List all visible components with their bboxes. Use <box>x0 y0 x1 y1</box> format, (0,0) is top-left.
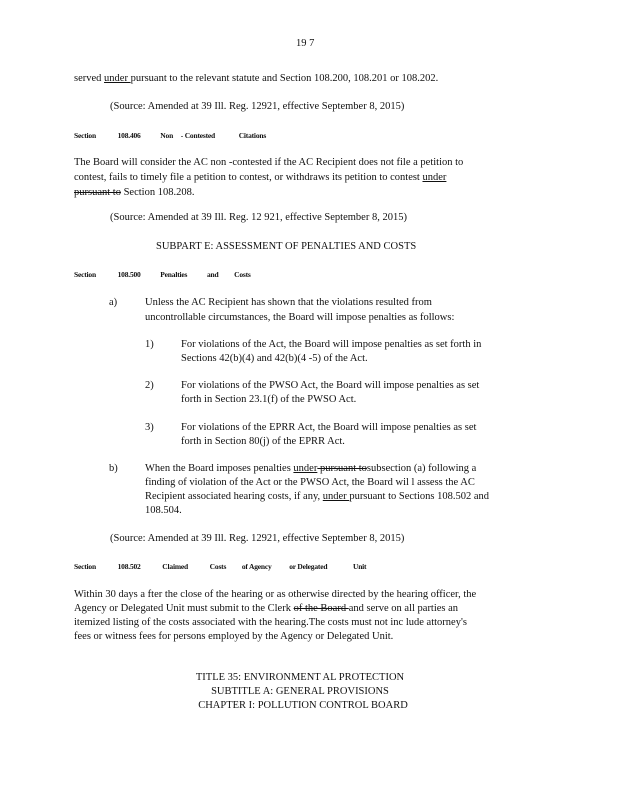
line: uncontrollable circumstances, the Board will impose penalties as follows: <box>145 312 455 323</box>
line: forth in Section 80(j) of the EPRR Act. <box>181 436 345 447</box>
source-note: (Source: Amended at 39 Ill. Reg. 12921, effective September 8, 2015) <box>110 101 405 112</box>
section-title: Claimed <box>162 562 188 571</box>
section-title: - Contested <box>180 131 215 140</box>
section-number: 108.500 <box>117 270 141 279</box>
section-title: Costs <box>209 562 227 571</box>
section-title: or Delegated <box>289 562 328 571</box>
section-heading-108-500 <box>74 270 251 280</box>
line <box>74 601 458 616</box>
line <box>74 185 194 200</box>
item-label: a) <box>109 297 118 308</box>
text: contest, fails to timely file a petition to contest, or withdraws its petition to contest <box>74 172 423 183</box>
deleted-text: of the Board <box>293 603 349 614</box>
inserted-text: under <box>104 73 131 84</box>
inserted-text: under <box>422 172 447 183</box>
line: fees or witness fees for persons employed by the Agency or Delegated Unit. <box>74 631 394 642</box>
section-title: Citations <box>238 131 267 140</box>
deleted-text: pursuant to <box>74 187 121 198</box>
line <box>145 461 476 476</box>
line: Sections 42(b)(4) and 42(b)(4 -5) of the Act. <box>181 353 368 364</box>
text: Section 108.208. <box>120 187 195 198</box>
text: When the Board imposes penalties <box>145 463 294 474</box>
deleted-text: pursuant to <box>317 463 367 474</box>
section-heading-108-406 <box>74 131 266 141</box>
section-title: Penalties <box>160 270 188 279</box>
line: 108.504. <box>145 505 182 516</box>
section-label: Section <box>74 270 96 279</box>
section-title: Non <box>160 131 174 140</box>
text: and serve on all parties an <box>348 603 459 614</box>
inserted-text: under <box>322 491 350 502</box>
line: For violations of the Act, the Board will impose penalties as set forth in <box>181 339 482 350</box>
page-number: 19 7 <box>296 38 315 49</box>
line: forth in Section 23.1(f) of the PWSO Act. <box>181 394 357 405</box>
item-label: 3) <box>145 422 154 433</box>
line: Unless the AC Recipient has shown that the violations resulted from <box>145 297 432 308</box>
inserted-text: under <box>293 463 318 474</box>
source-note: (Source: Amended at 39 Ill. Reg. 12921, effective September 8, 2015) <box>110 533 405 544</box>
section-label: Section <box>74 562 96 571</box>
text: pursuant to Sections 108.502 and <box>349 491 490 502</box>
section-label: Section <box>74 131 96 140</box>
line: Within 30 days a fter the close of the hearing or as otherwise directed by the hearing officer, the <box>74 589 477 600</box>
text: Agency or Delegated Unit must submit to the Clerk <box>74 603 294 614</box>
text: served <box>74 73 105 84</box>
footer-chapter: CHAPTER I: POLLUTION CONTROL BOARD <box>198 700 408 711</box>
footer-title: TITLE 35: ENVIRONMENT AL PROTECTION <box>195 672 405 683</box>
section-title: Unit <box>352 562 367 571</box>
section-number: 108.502 <box>117 562 141 571</box>
text: subsection (a) following a <box>366 463 477 474</box>
subpart-heading: SUBPART E: ASSESSMENT OF PENALTIES AND COSTS <box>156 241 417 252</box>
section-title: of Agency <box>241 562 272 571</box>
source-note: (Source: Amended at 39 Ill. Reg. 12 921, effective September 8, 2015) <box>110 212 407 223</box>
line: itemized listing of the costs associated with the hearing.The costs must not inc lude attorney's <box>74 617 467 628</box>
item-label: 2) <box>145 380 154 391</box>
line <box>145 489 489 504</box>
paragraph-continuation <box>74 71 438 86</box>
line: finding of violation of the Act or the PWSO Act, the Board wil l assess the AC <box>145 477 475 488</box>
text: pursuant to the relevant statute and Section 108.200, 108.201 or 108.202. <box>130 73 439 84</box>
line <box>74 170 446 185</box>
footer-subtitle: SUBTITLE A: GENERAL PROVISIONS <box>211 686 389 697</box>
section-heading-108-502 <box>74 562 366 572</box>
section-title: Costs <box>234 270 251 279</box>
item-label: b) <box>109 463 118 474</box>
line: The Board will consider the AC non -contested if the AC Recipient does not file a petition to <box>74 157 464 168</box>
section-number: 108.406 <box>117 131 141 140</box>
text: Recipient associated hearing costs, if any, <box>145 491 323 502</box>
line: For violations of the EPRR Act, the Board will impose penalties as set <box>181 422 477 433</box>
item-label: 1) <box>145 339 154 350</box>
line: For violations of the PWSO Act, the Board will impose penalties as set <box>181 380 480 391</box>
section-title: and <box>206 270 219 279</box>
